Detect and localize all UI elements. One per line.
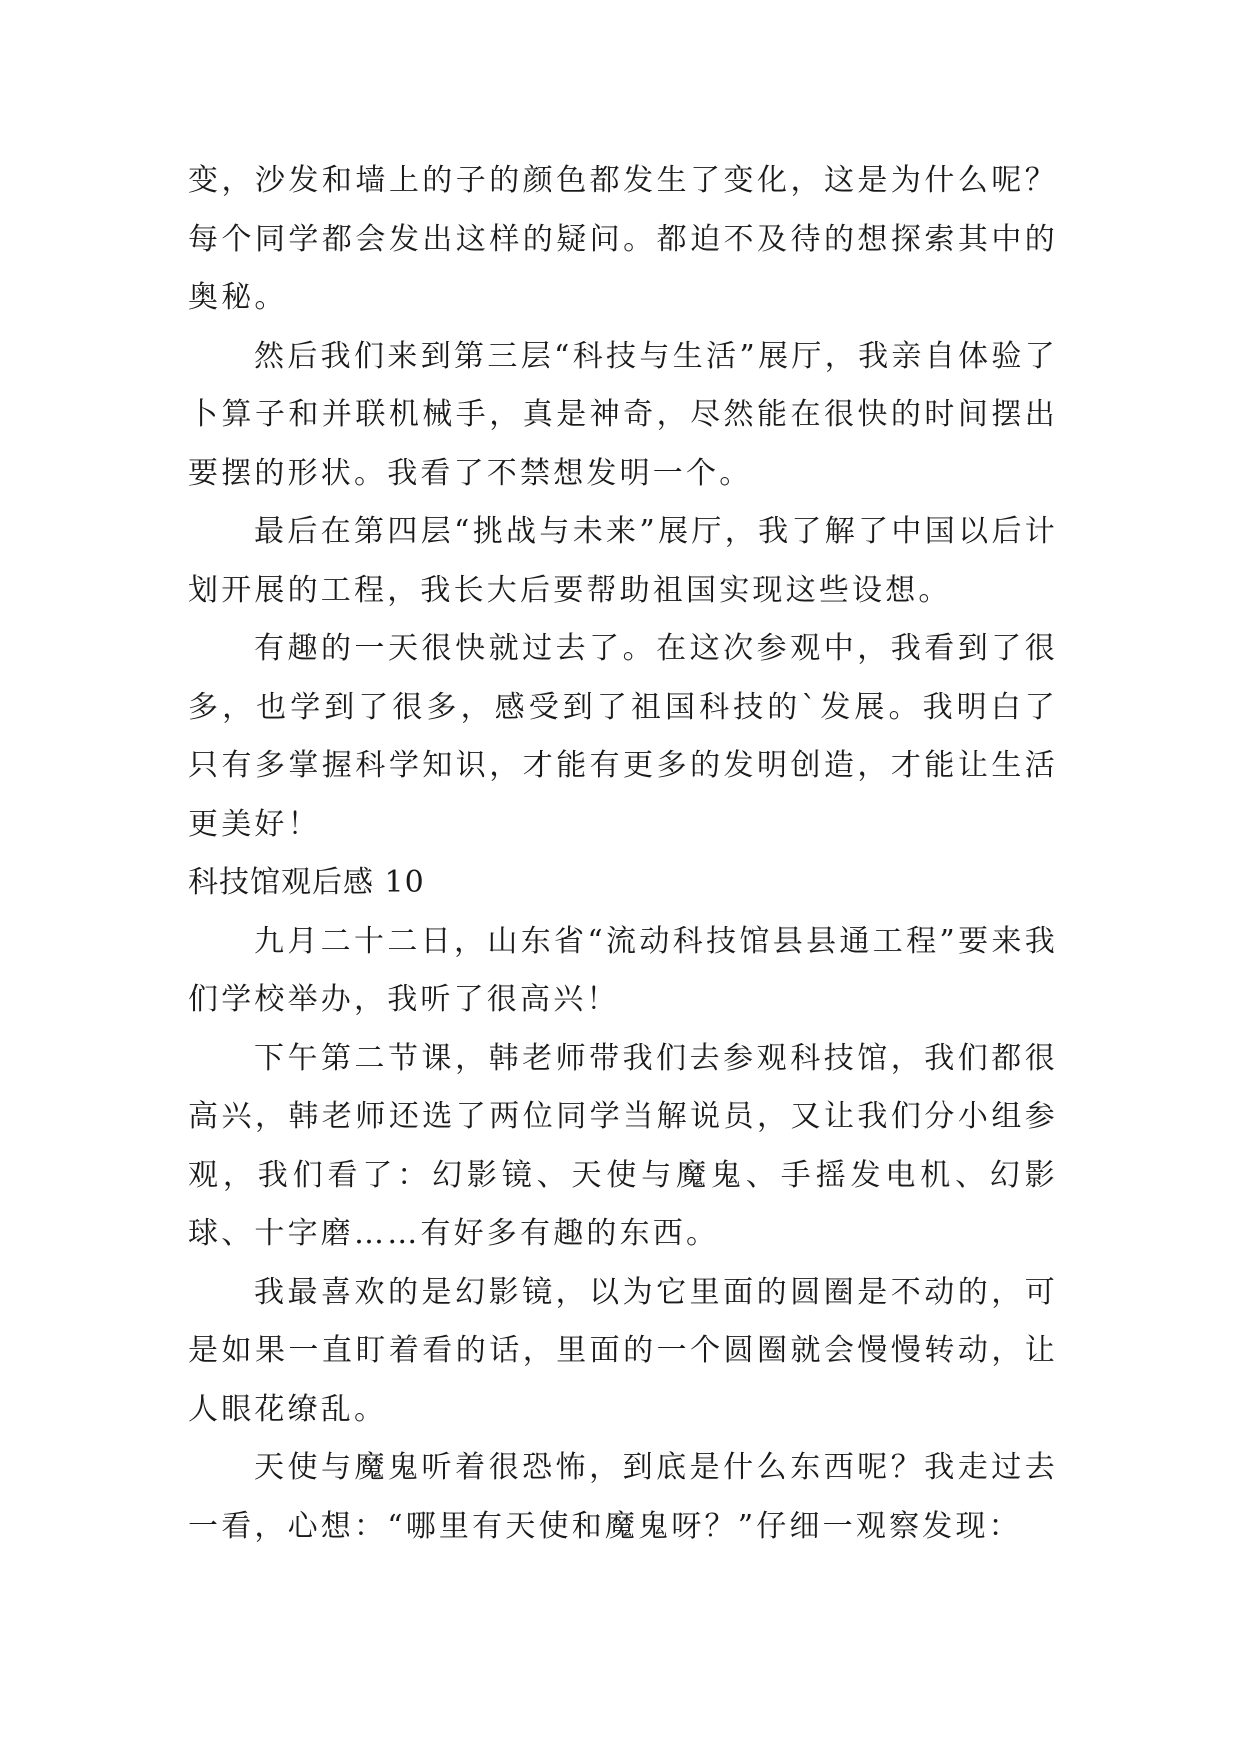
- paragraph-favorite: 我最喜欢的是幻影镜，以为它里面的圆圈是不动的，可是如果一直盯着看的话，里面的一个圆圈就会慢慢转动，让人眼花缭乱。: [188, 1274, 1058, 1427]
- paragraph-intro: 九月二十二日，山东省“流动科技馆县县通工程”要来我们学校举办，我听了很高兴！: [188, 923, 1058, 1017]
- paragraph-angel-devil: 天使与魔鬼听着很恐怖，到底是什么东西呢？我走过去一看，心想：“哪里有天使和魔鬼呀？”仔细一观察发现：: [188, 1450, 1058, 1544]
- paragraph-fourth-floor: 最后在第四层“挑战与未来”展厅，我了解了中国以后计划开展的工程，我长大后要帮助祖国实现这些设想。: [188, 514, 1058, 608]
- paragraph-conclusion: 有趣的一天很快就过去了。在这次参观中，我看到了很多，也学到了很多，感受到了祖国科技的`发展。我明白了只有多掌握科学知识，才能有更多的发明创造，才能让生活更美好！: [188, 631, 1058, 842]
- paragraph-continued: 变，沙发和墙上的子的颜色都发生了变化，这是为什么呢？每个同学都会发出这样的疑问。都迫不及待的想探索其中的奥秘。: [188, 163, 1058, 315]
- paragraph-third-floor: 然后我们来到第三层“科技与生活”展厅，我亲自体验了卜算子和并联机械手，真是神奇，尽然能在很快的时间摆出要摆的形状。我看了不禁想发明一个。: [188, 338, 1058, 491]
- paragraph-visit: 下午第二节课，韩老师带我们去参观科技馆，我们都很高兴，韩老师还选了两位同学当解说员，又让我们分小组参观，我们看了：幻影镜、天使与魔鬼、手摇发电机、幻影球、十字磨……有好多有趣的东西。: [188, 1040, 1058, 1251]
- section-title: 科技馆观后感 10: [188, 865, 425, 900]
- document-body: [188, 152, 1058, 1556]
